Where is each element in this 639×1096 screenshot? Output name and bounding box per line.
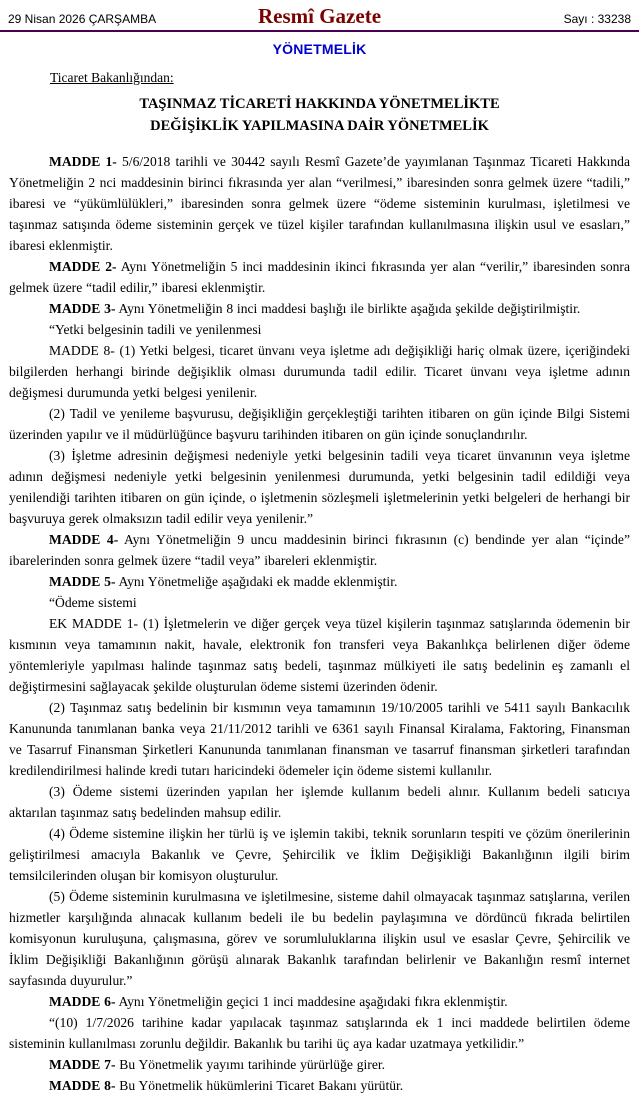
article-paragraph: MADDE 3- Aynı Yönetmeliğin 8 inci maddesi başlığı ile birlikte aşağıda şekilde değiştirilmiştir. bbox=[49, 300, 581, 316]
article-paragraph: (2) Taşınmaz satış bedelinin bir kısmının veya tamamının 19/10/2005 tarihli ve 5411 sayılı Bankacılık Kanununda tanımlanan banka veya 21/11/2012 tarihli ve 6361 sayılı Finansal Kiralama, Faktoring, Finansman ve Tasarruf Finansman Şirketleri Kanununda tanımlanan finansman ve tasarruf finansman şirketleri tarafından kredilendirilmesi halinde kredi tutarı haricindeki ödemeler için ödeme sistemi kullanılır. bbox=[9, 699, 630, 778]
section-heading-yonetmelik: YÖNETMELİK bbox=[272, 41, 367, 57]
article-paragraph: MADDE 1- 5/6/2018 tarihli ve 30442 sayılı Resmî Gazete’de yayımlanan Taşınmaz Ticareti Hakkında Yönetmeliğin 2 nci maddesinin birinci fıkrasında yer alan “verilmesi,” ibaresinden sonra gelmek üzere “tadili,” ibaresi ve “yükümlülükleri,” ibaresinden sonra gelmek üzere “ödeme sisteminin kurulması, işletilmesi ve taşınmaz satışında ödeme sisteminin gerçek ve tüzel kişiler tarafından kullanılmasına ilişkin usul ve esasları,” ibaresi eklenmiştir. bbox=[9, 153, 630, 253]
article-paragraph: EK MADDE 1- (1) İşletmelerin ve diğer gerçek veya tüzel kişilerin taşınmaz satışlarında ödemenin bir kısmının veya tamamının nakit, havale, elektronik fon transferi veya Bakanlıkça belirlenen diğer ödeme yöntemleriyle yapılması halinde taşınmaz satış bedeli, taşınmaz mülkiyeti ile satış bedelinin eş zamanlı el değiştirmesini sağlayacak şekilde oluşturulan ödeme sistemi üzerinden ödenir. bbox=[9, 615, 630, 694]
gazette-date: 29 Nisan 2026 ÇARŞAMBA bbox=[8, 12, 157, 26]
article-number: MADDE 5- bbox=[49, 573, 116, 589]
document-body bbox=[0, 138, 639, 1096]
regulation-title-line1: TAŞINMAZ TİCARETİ HAKKINDA YÖNETMELİKTE bbox=[139, 96, 500, 112]
article-paragraph: (5) Ödeme sisteminin kurulmasına ve işletilmesine, sisteme dahil olmayacak taşınmaz satışlarına, verilen hizmetler karşılığında alınacak kullanım bedeli ile bu bedelin paylaşımına ve dördüncü fıkrada belirtilen komisyonun kuruluşuna, çalışmasına, görev ve sorumluluklarına ilişkin usul ve esaslar Çevre, Şehircilik ve İklim Değişikliği Bakanlığının görüşü alınarak Bakanlık tarafından belirlenir ve Bakanlığın resmî internet sayfasında duyurulur.” bbox=[9, 888, 630, 988]
article-paragraph: MADDE 8- Bu Yönetmelik hükümlerini Ticaret Bakanı yürütür. bbox=[49, 1077, 404, 1093]
article-number: MADDE 4- bbox=[49, 531, 119, 547]
article-paragraph: (3) İşletme adresinin değişmesi nedeniyle yetki belgesinin tadili veya ticaret ünvanının veya işletme adının değişmesi nedeniyle yetki belgesinin yenilenmesi durumunda, yetki belgesinin tadil edildiği veya yenilendiği tarihten itibaren on gün içinde, o işletmenin sözleşmeli işletmelerinin yetki belgeleri de herhangi bir başvuruya gerek olmaksızın tadil edilir veya yenilenir.” bbox=[9, 447, 630, 526]
gazette-issue-number: Sayı : 33238 bbox=[563, 12, 631, 26]
article-paragraph: (2) Tadil ve yenileme başvurusu, değişikliğin gerçekleştiği tarihten itibaren on gün içinde Bilgi Sistemi üzerinden yapılır ve il müdürlüğünce başvuru tarihinden itibaren on gün içinde sonuçlandırılır. bbox=[9, 405, 630, 442]
regulation-title-line2: DEĞİŞİKLİK YAPILMASINA DAİR YÖNETMELİK bbox=[150, 118, 489, 135]
article-paragraph: (3) Ödeme sistemi üzerinden yapılan her işlemde kullanım bedeli alınır. Kullanım bedeli satıcıya aktarılan taşınmaz satış bedelinden mahsup edilir. bbox=[9, 783, 630, 820]
regulation-title bbox=[0, 93, 639, 138]
article-number: MADDE 6- bbox=[49, 993, 116, 1009]
article-number: MADDE 7- bbox=[49, 1056, 116, 1072]
article-paragraph: MADDE 8- (1) Yetki belgesi, ticaret ünvanı veya işletme adı değişikliği hariç olmak üzere, içeriğindeki bilgilerden herhangi birinde değişiklik olması durumunda tadil edilir. Ticaret ünvanı veya işletme adının değişmesi durumunda yetki belgesi yenilenir. bbox=[9, 342, 630, 400]
article-number: MADDE 3- bbox=[49, 300, 116, 316]
article-paragraph: “(10) 1/7/2026 tarihine kadar yapılacak taşınmaz satışlarında ek 1 inci maddede belirtilen ödeme sisteminin kullanılması zorunlu değildir. Bakanlık bu tarihi üç aya kadar uzatmaya yetkilidir.” bbox=[9, 1014, 630, 1051]
article-paragraph: MADDE 2- Aynı Yönetmeliğin 5 inci maddesinin ikinci fıkrasında yer alan “verilir,” ibaresinden sonra gelmek üzere “tadil edilir,” ibaresi eklenmiştir. bbox=[9, 258, 630, 295]
article-paragraph: “Ödeme sistemi bbox=[49, 594, 137, 610]
gazette-masthead: Resmî Gazete bbox=[257, 4, 382, 28]
gazette-header bbox=[0, 0, 639, 32]
issuing-authority: Ticaret Bakanlığından: bbox=[50, 70, 174, 85]
article-number: MADDE 1- bbox=[49, 153, 117, 169]
article-paragraph: MADDE 4- Aynı Yönetmeliğin 9 uncu maddesinin birinci fıkrasının (c) bendinde yer alan “içinde” ibarelerinden sonra gelmek üzere “tadil veya” ibareleri eklenmiştir. bbox=[9, 531, 630, 568]
article-paragraph: MADDE 6- Aynı Yönetmeliğin geçici 1 inci maddesine aşağıdaki fıkra eklenmiştir. bbox=[49, 993, 508, 1009]
article-number: MADDE 2- bbox=[49, 258, 117, 274]
article-paragraph: “Yetki belgesinin tadili ve yenilenmesi bbox=[49, 321, 262, 337]
article-paragraph: MADDE 5- Aynı Yönetmeliğe aşağıdaki ek madde eklenmiştir. bbox=[49, 573, 398, 589]
article-number: MADDE 8- bbox=[49, 1077, 116, 1093]
article-paragraph: MADDE 7- Bu Yönetmelik yayımı tarihinde yürürlüğe girer. bbox=[49, 1056, 386, 1072]
article-paragraph: (4) Ödeme sistemine ilişkin her türlü iş ve işlemin takibi, teknik sorunların tespiti ve çözüm önerilerinin geliştirilmesi amacıyla Bakanlık ve Çevre, Şehircilik ve İklim Değişikliği Bakanlığının ilgili birim temsilcilerinden oluşan bir komisyon oluşturulur. bbox=[9, 825, 630, 883]
